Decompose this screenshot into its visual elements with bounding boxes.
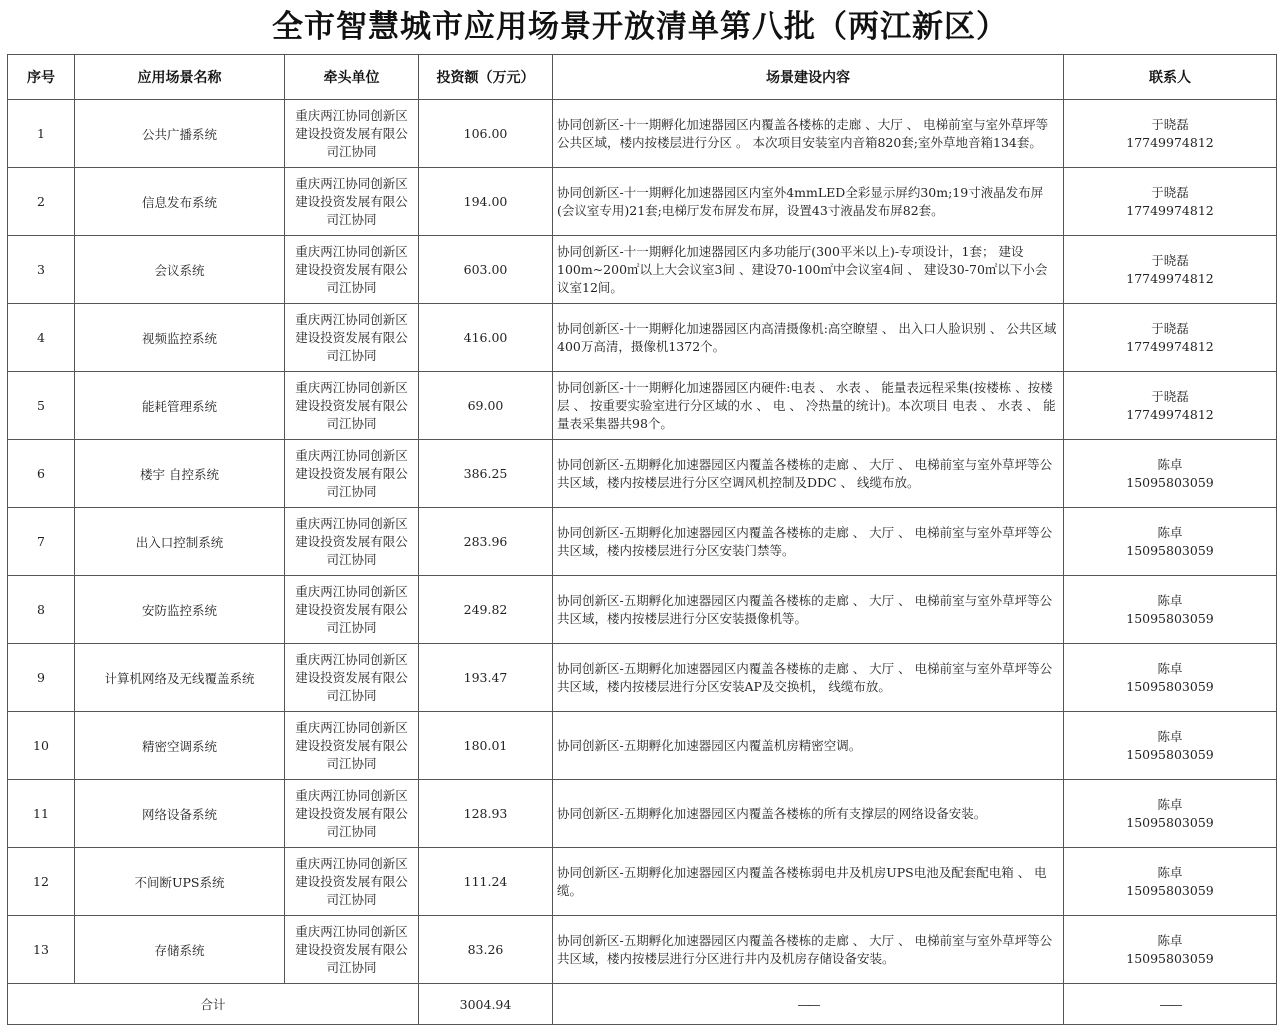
row-unit: 重庆两江协同创新区建设投资发展有限公司江协同 <box>285 848 419 916</box>
row-index: 6 <box>8 440 75 508</box>
row-name: 公共广播系统 <box>75 100 285 168</box>
contact-phone: 15095803059 <box>1126 542 1214 558</box>
total-row <box>8 984 1277 1025</box>
row-content: 协同创新区-十一期孵化加速器园区内高清摄像机:高空瞭望 、 出入口人脸识别 、 公共区域400万高清，摄像机1372个。 <box>553 304 1064 372</box>
row-content: 协同创新区-十一期孵化加速器园区内多功能厅(300平米以上)-专项设计，1套； 建设100m~200㎡以上大会议室3间 、建设70-100㎡中会议室4间 、 建设30-70㎡以下小会议室12间。 <box>553 236 1064 304</box>
contact-phone: 15095803059 <box>1126 678 1214 694</box>
contact-phone: 15095803059 <box>1126 474 1214 490</box>
row-name: 信息发布系统 <box>75 168 285 236</box>
row-index: 2 <box>8 168 75 236</box>
row-content: 协同创新区-五期孵化加速器园区内覆盖各楼栋的走廊 、 大厅 、 电梯前室与室外草坪等公共区域，楼内按楼层进行分区空调风机控制及DDC 、 线缆布放。 <box>553 440 1064 508</box>
row-unit: 重庆两江协同创新区建设投资发展有限公司江协同 <box>285 644 419 712</box>
row-content: 协同创新区-十一期孵化加速器园区内硬件:电表 、 水表 、 能量表远程采集(按楼栋 、按楼层 、 按重要实验室进行分区域的水 、 电 、 冷热量的统计)。本次项目 电表 、 水表 、 能量表采集器共98个。 <box>553 372 1064 440</box>
row-unit: 重庆两江协同创新区建设投资发展有限公司江协同 <box>285 168 419 236</box>
row-index: 5 <box>8 372 75 440</box>
contact-name: 陈卓 <box>1157 592 1183 608</box>
row-investment: 194.00 <box>419 168 553 236</box>
total-label: 合计 <box>8 984 419 1025</box>
row-index: 4 <box>8 304 75 372</box>
row-investment: 69.00 <box>419 372 553 440</box>
row-content: 协同创新区-五期孵化加速器园区内覆盖机房精密空调。 <box>553 712 1064 780</box>
row-investment: 128.93 <box>419 780 553 848</box>
row-investment: 416.00 <box>419 304 553 372</box>
row-contact <box>1064 440 1277 508</box>
scenario-table <box>7 54 1277 1025</box>
contact-name: 陈卓 <box>1157 456 1183 472</box>
table-row <box>8 100 1277 168</box>
table-row <box>8 644 1277 712</box>
contact-phone: 15095803059 <box>1126 814 1214 830</box>
contact-name: 于晓磊 <box>1151 184 1189 200</box>
row-index: 11 <box>8 780 75 848</box>
table-row <box>8 372 1277 440</box>
row-content: 协同创新区-五期孵化加速器园区内覆盖各楼栋弱电井及机房UPS电池及配套配电箱 、 电缆。 <box>553 848 1064 916</box>
row-index: 12 <box>8 848 75 916</box>
row-index: 13 <box>8 916 75 984</box>
row-investment: 180.01 <box>419 712 553 780</box>
row-index: 3 <box>8 236 75 304</box>
row-unit: 重庆两江协同创新区建设投资发展有限公司江协同 <box>285 304 419 372</box>
row-investment: 386.25 <box>419 440 553 508</box>
row-name: 视频监控系统 <box>75 304 285 372</box>
contact-name: 陈卓 <box>1157 660 1183 676</box>
row-name: 安防监控系统 <box>75 576 285 644</box>
table-row <box>8 508 1277 576</box>
row-content: 协同创新区-五期孵化加速器园区内覆盖各楼栋的走廊 、 大厅 、 电梯前室与室外草坪等公共区域，楼内按楼层进行分区安装门禁等。 <box>553 508 1064 576</box>
row-unit: 重庆两江协同创新区建设投资发展有限公司江协同 <box>285 712 419 780</box>
table-row <box>8 576 1277 644</box>
row-name: 能耗管理系统 <box>75 372 285 440</box>
contact-name: 于晓磊 <box>1151 116 1189 132</box>
table-row <box>8 916 1277 984</box>
total-contact: —— <box>1064 984 1277 1025</box>
row-content: 协同创新区-五期孵化加速器园区内覆盖各楼栋的走廊 、 大厅 、 电梯前室与室外草坪等公共区域，楼内按楼层进行分区进行井内及机房存储设备安装。 <box>553 916 1064 984</box>
row-contact <box>1064 644 1277 712</box>
row-unit: 重庆两江协同创新区建设投资发展有限公司江协同 <box>285 508 419 576</box>
contact-name: 陈卓 <box>1157 524 1183 540</box>
row-unit: 重庆两江协同创新区建设投资发展有限公司江协同 <box>285 100 419 168</box>
header-investment: 投资额（万元） <box>419 55 553 100</box>
header-index: 序号 <box>8 55 75 100</box>
row-unit: 重庆两江协同创新区建设投资发展有限公司江协同 <box>285 236 419 304</box>
row-unit: 重庆两江协同创新区建设投资发展有限公司江协同 <box>285 916 419 984</box>
row-content: 协同创新区-五期孵化加速器园区内覆盖各楼栋的走廊 、 大厅 、 电梯前室与室外草坪等公共区域，楼内按楼层进行分区安装AP及交换机， 线缆布放。 <box>553 644 1064 712</box>
row-contact <box>1064 848 1277 916</box>
contact-phone: 17749974812 <box>1126 270 1214 286</box>
row-investment: 83.26 <box>419 916 553 984</box>
contact-phone: 17749974812 <box>1126 134 1214 150</box>
row-investment: 283.96 <box>419 508 553 576</box>
total-content: —— <box>553 984 1064 1025</box>
header-unit: 牵头单位 <box>285 55 419 100</box>
header-contact: 联系人 <box>1064 55 1277 100</box>
row-unit: 重庆两江协同创新区建设投资发展有限公司江协同 <box>285 780 419 848</box>
row-name: 出入口控制系统 <box>75 508 285 576</box>
row-investment: 249.82 <box>419 576 553 644</box>
table-row <box>8 236 1277 304</box>
row-contact <box>1064 100 1277 168</box>
contact-name: 陈卓 <box>1157 864 1183 880</box>
contact-phone: 17749974812 <box>1126 202 1214 218</box>
row-name: 精密空调系统 <box>75 712 285 780</box>
row-index: 8 <box>8 576 75 644</box>
row-name: 会议系统 <box>75 236 285 304</box>
row-index: 9 <box>8 644 75 712</box>
row-content: 协同创新区-十一期孵化加速器园区内室外4mmLED全彩显示屏约30m;19寸液晶发布屏(会议室专用)21套;电梯厅发布屏发布屏，设置43寸液晶发布屏82套。 <box>553 168 1064 236</box>
table-header-row <box>8 55 1277 100</box>
page-title: 全市智慧城市应用场景开放清单第八批（两江新区） <box>272 9 1008 45</box>
row-name: 网络设备系统 <box>75 780 285 848</box>
row-contact <box>1064 372 1277 440</box>
contact-phone: 17749974812 <box>1126 338 1214 354</box>
row-unit: 重庆两江协同创新区建设投资发展有限公司江协同 <box>285 440 419 508</box>
row-investment: 106.00 <box>419 100 553 168</box>
row-content: 协同创新区-十一期孵化加速器园区内覆盖各楼栋的走廊 、大厅 、 电梯前室与室外草坪等公共区域，楼内按楼层进行分区 。 本次项目安装室内音箱820套;室外草地音箱134套。 <box>553 100 1064 168</box>
header-content: 场景建设内容 <box>553 55 1064 100</box>
table-row <box>8 712 1277 780</box>
row-contact <box>1064 236 1277 304</box>
contact-name: 陈卓 <box>1157 796 1183 812</box>
row-contact <box>1064 916 1277 984</box>
contact-name: 于晓磊 <box>1151 388 1189 404</box>
row-name: 不间断UPS系统 <box>75 848 285 916</box>
row-unit: 重庆两江协同创新区建设投资发展有限公司江协同 <box>285 576 419 644</box>
row-investment: 603.00 <box>419 236 553 304</box>
row-contact <box>1064 780 1277 848</box>
contact-phone: 15095803059 <box>1126 882 1214 898</box>
row-content: 协同创新区-五期孵化加速器园区内覆盖各楼栋的所有支撑层的网络设备安装。 <box>553 780 1064 848</box>
contact-name: 于晓磊 <box>1151 252 1189 268</box>
row-contact <box>1064 576 1277 644</box>
row-contact <box>1064 712 1277 780</box>
table-row <box>8 440 1277 508</box>
header-name: 应用场景名称 <box>75 55 285 100</box>
row-unit: 重庆两江协同创新区建设投资发展有限公司江协同 <box>285 372 419 440</box>
row-contact <box>1064 168 1277 236</box>
row-index: 7 <box>8 508 75 576</box>
row-investment: 111.24 <box>419 848 553 916</box>
row-name: 存储系统 <box>75 916 285 984</box>
contact-name: 陈卓 <box>1157 728 1183 744</box>
contact-phone: 17749974812 <box>1126 406 1214 422</box>
contact-phone: 15095803059 <box>1126 610 1214 626</box>
row-contact <box>1064 304 1277 372</box>
row-index: 1 <box>8 100 75 168</box>
table-row <box>8 168 1277 236</box>
contact-name: 陈卓 <box>1157 932 1183 948</box>
contact-name: 于晓磊 <box>1151 320 1189 336</box>
table-row <box>8 780 1277 848</box>
table-row <box>8 848 1277 916</box>
contact-phone: 15095803059 <box>1126 746 1214 762</box>
row-index: 10 <box>8 712 75 780</box>
total-investment: 3004.94 <box>419 984 553 1025</box>
row-investment: 193.47 <box>419 644 553 712</box>
row-contact <box>1064 508 1277 576</box>
table-row <box>8 304 1277 372</box>
row-name: 计算机网络及无线覆盖系统 <box>75 644 285 712</box>
row-name: 楼宇 自控系统 <box>75 440 285 508</box>
contact-phone: 15095803059 <box>1126 950 1214 966</box>
row-content: 协同创新区-五期孵化加速器园区内覆盖各楼栋的走廊 、 大厅 、 电梯前室与室外草坪等公共区域，楼内按楼层进行分区安装摄像机等。 <box>553 576 1064 644</box>
